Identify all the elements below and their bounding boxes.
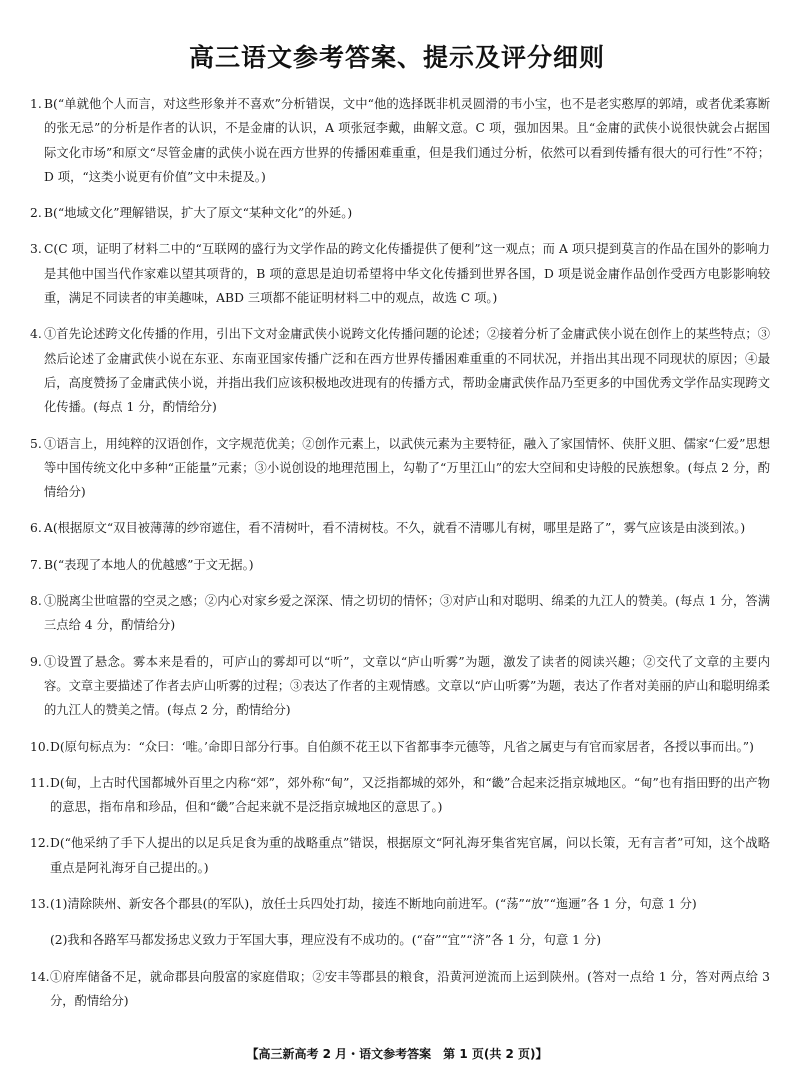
answer-number: 10. xyxy=(30,739,50,754)
page-title: 高三语文参考答案、提示及评分细则 xyxy=(188,43,605,72)
answer-number: 1. xyxy=(30,97,42,111)
answer-number: 9. xyxy=(30,654,42,669)
answer-item-14 xyxy=(30,965,770,1014)
answer-item-13 xyxy=(30,892,770,953)
answer-number: 2. xyxy=(30,206,42,221)
answer-text: A(根据原文“双目被薄薄的纱帘遮住，看不清树叶，看不清树枝。不久，就看不清哪儿有树，哪里是路了”，雾气应该是由淡到浓。) xyxy=(44,521,746,536)
answer-subpart-2: (2)我和各路军马都发扬忠义致力于军国大事，理应没有不成功的。(“奋”“宜”“济”各 1 分，句意 1 分) xyxy=(50,933,602,948)
answer-number: 12. xyxy=(30,836,50,851)
answer-item-12 xyxy=(30,831,770,880)
answer-subpart-1: (1)清除陕州、新安各个郡县(的军队)，放任士兵四处打劫，接连不断地向前进军。(“荡”“放”“迤逦”各 1 分，句意 1 分) xyxy=(50,897,697,912)
answer-item-4 xyxy=(30,322,770,419)
answer-number: 5. xyxy=(30,436,42,451)
answer-item-8 xyxy=(30,589,770,638)
answer-item-11 xyxy=(30,771,770,820)
answer-list xyxy=(30,92,770,1025)
answer-item-3 xyxy=(30,237,770,310)
answer-number: 13. xyxy=(30,897,50,912)
answer-text: D(甸，上古时代国都城外百里之内称“郊”，郊外称“甸”，又泛指都城的郊外，和“畿”合起来泛指京城地区。“甸”也有指田野的出产物的意思，指布帛和珍品，但和“畿”合起来就不是泛指京城地区的意思了。) xyxy=(50,775,770,815)
answer-item-5 xyxy=(30,432,770,505)
answer-text: C(C 项，证明了材料二中的“互联网的盛行为文学作品的跨文化传播提供了便利”这一观点；而 A 项只提到莫言的作品在国外的影响力是其他中国当代作家难以望其项背的，B 项的意思是迫切希望将中华文化传播到世界各国，D 项是说金庸作品创作受西方电影影响较重，满足不同读者的审美趣味，ABD 三项都不能证明材料二中的观点，故选 C 项。) xyxy=(44,242,770,306)
answer-text: ①设置了悬念。雾本来是看的，可庐山的雾却可以“听”，文章以“庐山听雾”为题，激发了读者的阅读兴趣；②交代了文章的主要内容。文章主要描述了作者去庐山听雾的过程；③表达了作者的主观情感。文章以“庐山听雾”为题，表达了作者对美丽的庐山和聪明绵柔的九江人的赞美之情。(每点 2 分，酌情给分) xyxy=(44,654,770,718)
answer-number: 6. xyxy=(30,521,42,536)
answer-text: ①首先论述跨文化传播的作用，引出下文对金庸武侠小说跨文化传播问题的论述；②接着分析了金庸武侠小说在创作上的某些特点；③然后论述了金庸武侠小说在东亚、东南亚国家传播广泛和在西方世界传播困难重重的不同状况，并指出其出现不同现状的原因；④最后，高度赞扬了金庸武侠小说，并指出我们应该积极地改进现有的传播方式，帮助金庸武侠作品乃至更多的中国优秀文学作品实现跨文化传播。(每点 1 分，酌情给分) xyxy=(44,327,770,415)
answer-number: 7. xyxy=(30,557,42,572)
answer-text: B(“地域文化”理解错误，扩大了原文“某种文化”的外延。) xyxy=(44,206,353,221)
answer-text: ①脱离尘世喧嚣的空灵之感；②内心对家乡爱之深深、情之切切的情怀；③对庐山和对聪明、绵柔的九江人的赞美。(每点 1 分，答满三点给 4 分，酌情给分) xyxy=(44,594,770,633)
answer-text-group xyxy=(30,892,770,953)
answer-text: D(原句标点为：“众曰：‘唯。’命即日部分行事。自伯颜不花王以下省都事李元德等，凡省之属吏与有官而家居者，各授以事而出。”) xyxy=(50,739,754,754)
answer-number: 3. xyxy=(30,242,42,257)
answer-item-10 xyxy=(30,735,770,759)
answer-number: 14. xyxy=(30,969,50,984)
answer-text: D(“他采纳了手下人提出的以足兵足食为重的战略重点”错误，根据原文“阿礼海牙集省宪官属，问以长策，无有言者”可知，这个战略重点是阿礼海牙自己提出的。) xyxy=(50,836,770,875)
answer-number: 8. xyxy=(30,594,42,609)
answer-text: B(“表现了本地人的优越感”于文无据。) xyxy=(44,557,254,572)
answer-text: ①府库储备不足，就命郡县向殷富的家庭借取；②安丰等郡县的粮食，沿黄河逆流而上运到陕州。(答对一点给 1 分，答对两点给 3 分，酌情给分) xyxy=(50,969,770,1008)
page-footer: 【高三新高考 2 月・语文参考答案 第 1 页(共 2 页)】 xyxy=(246,1047,548,1061)
answer-item-2 xyxy=(30,201,770,225)
answer-item-6 xyxy=(30,516,770,540)
answer-item-1 xyxy=(30,92,770,189)
answer-number: 11. xyxy=(30,775,50,790)
answer-number: 4. xyxy=(30,327,42,342)
answer-item-9 xyxy=(30,650,770,723)
answer-text: B(“单就他个人而言，对这些形象并不喜欢”分析错误，文中“他的选择既非机灵圆滑的韦小宝，也不是老实憨厚的郭靖，或者优柔寡断的张无忌”的分析是作者的认识，不是金庸的认识，A 项张冠李戴，曲解文意。C 项，强加因果。且“金庸的武侠小说很快就会占据国际文化市场”和原文“尽管金庸的武侠小说在西方世界的传播困难重重，但是我们通过分析，依然可以看到传播有很大的可行性”不符；D 项，“这类小说更有价值”文中未提及。) xyxy=(44,97,770,184)
answer-item-7 xyxy=(30,553,770,577)
answer-text: ①语言上，用纯粹的汉语创作，文字规范优美；②创作元素上，以武侠元素为主要特征，融入了家国情怀、侠肝义胆、儒家“仁爱”思想等中国传统文化中多种“正能量”元素；③小说创设的地理范围上，勾勒了“万里江山”的宏大空间和史诗般的民族想象。(每点 2 分，酌情给分) xyxy=(44,436,770,500)
